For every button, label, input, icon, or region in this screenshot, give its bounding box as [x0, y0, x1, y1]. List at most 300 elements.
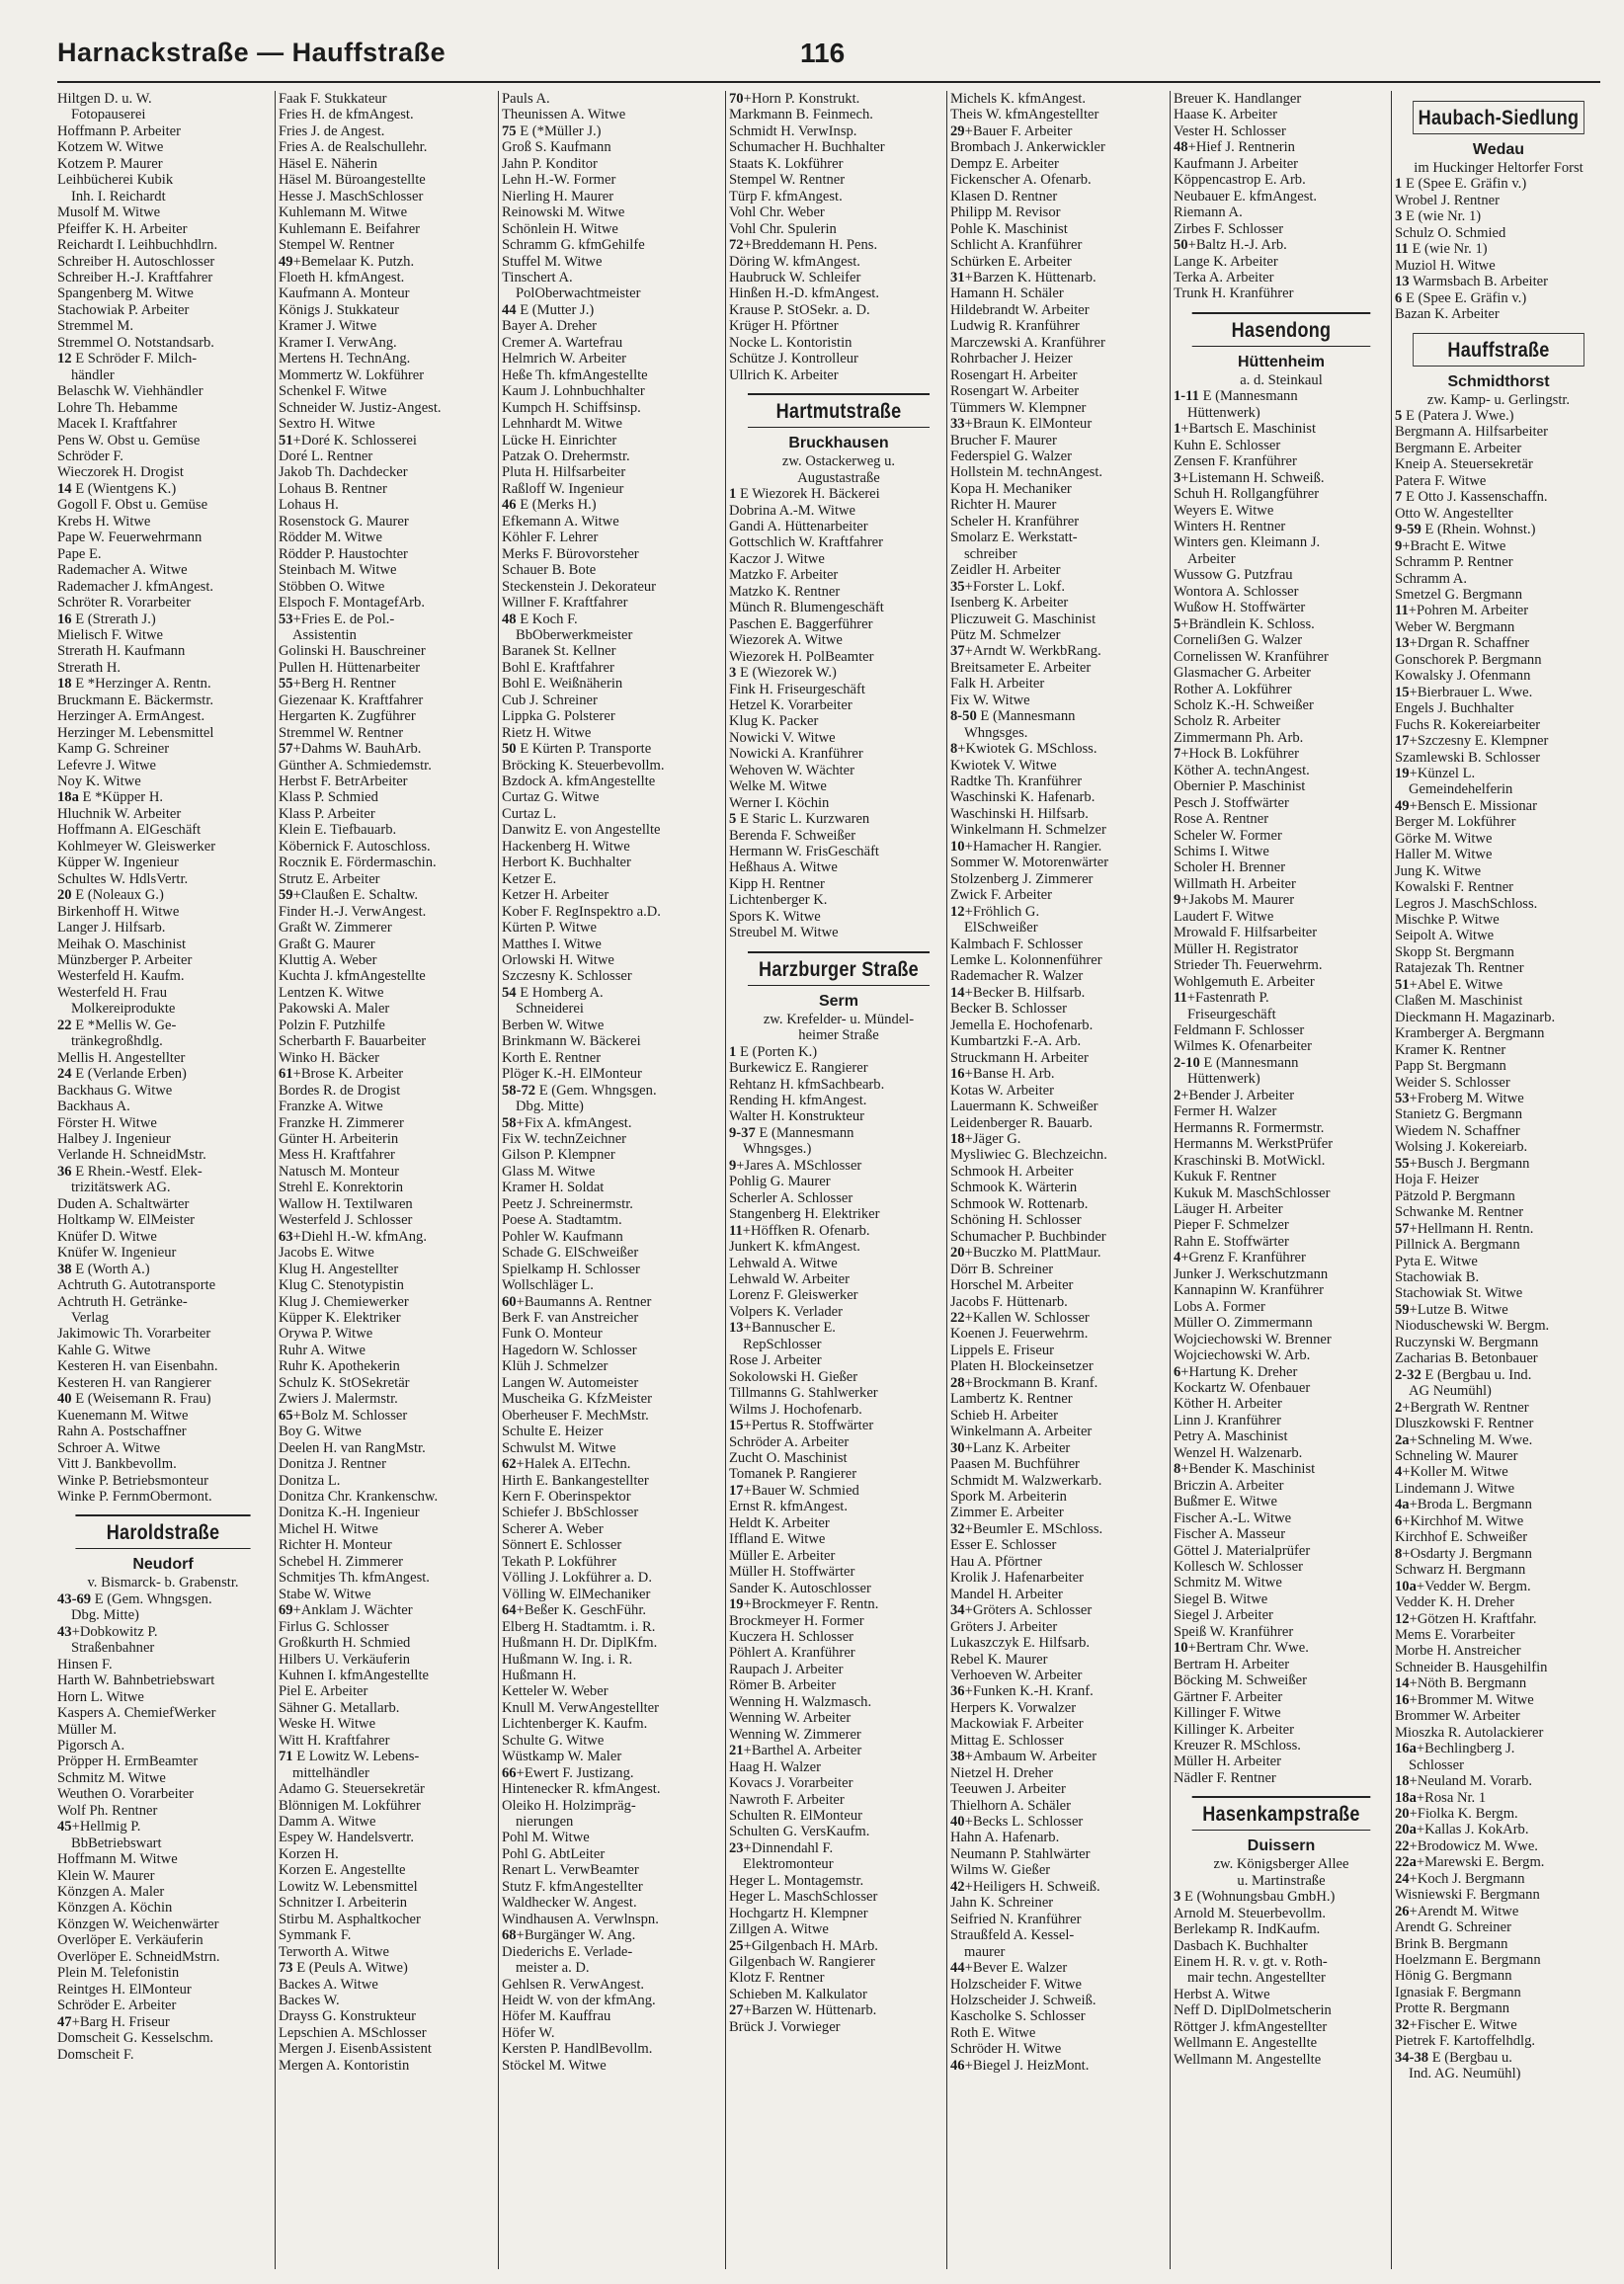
house-entry: 14+Becker B. Hilfsarb.: [950, 984, 1086, 1001]
resident-entry: Ruczynski W. Bergmann: [1395, 1334, 1539, 1350]
resident-entry: Overlöper E. Verkäuferin: [57, 1932, 203, 1949]
resident-entry: Günter H. Arbeiterin: [279, 1131, 399, 1147]
resident-entry: Thielhorn A. Schäler: [950, 1797, 1071, 1814]
resident-entry: Hintenecker R. kfmAngest.: [502, 1781, 661, 1798]
house-entry: 3 E (wie Nr. 1): [1395, 208, 1482, 225]
resident-entry: Stanietz G. Bergmann: [1395, 1106, 1523, 1123]
street-heading: Harzburger Straße: [748, 951, 930, 986]
resident-entry: AG Neumühl): [1409, 1383, 1492, 1400]
house-entry: 17+Bauer W. Schmied: [729, 1482, 859, 1499]
resident-entry: Philipp M. Revisor: [950, 204, 1061, 221]
resident-entry: Schumacher H. Buchhalter: [729, 139, 885, 156]
resident-entry: Schönlein H. Witwe: [502, 220, 618, 237]
house-entry: 6+Kirchhof M. Witwe: [1395, 1512, 1524, 1529]
street-range-note: zw. Ostackerweg u.: [781, 453, 896, 470]
resident-entry: Hollstein M. technAngest.: [950, 464, 1103, 481]
resident-entry: Dörr B. Schreiner: [950, 1261, 1054, 1277]
house-entry: 1+Bartsch E. Maschinist: [1174, 421, 1317, 438]
directory-column: [729, 91, 948, 2269]
street-heading: Hartmutstraße: [748, 393, 930, 428]
resident-entry: Höfer W.: [502, 2024, 555, 2041]
resident-entry: Mioszka R. Autolackierer: [1395, 1724, 1544, 1741]
resident-entry: Ind. AG. Neumühl): [1409, 2066, 1521, 2082]
resident-entry: Hagedorn W. Schlosser: [502, 1342, 637, 1358]
resident-entry: Kürten P. Witwe: [502, 920, 598, 937]
resident-entry: Stempel W. Rentner: [279, 237, 395, 254]
resident-entry: Dobrina A.-M. Witwe: [729, 502, 856, 519]
resident-entry: Gärtner F. Arbeiter: [1174, 1688, 1283, 1705]
resident-entry: Junkert K. kfmAngest.: [729, 1239, 860, 1256]
resident-entry: Kopa H. Mechaniker: [950, 480, 1072, 497]
resident-entry: Patzak O. Drehermstr.: [502, 448, 630, 464]
house-entry: 36 E Rhein.-Westf. Elek-: [57, 1163, 203, 1180]
resident-entry: Kramer J. Witwe: [279, 318, 377, 335]
resident-entry: Wußow H. Stoffwärter: [1174, 600, 1306, 616]
house-entry: 20+Buczko M. PlattMaur.: [950, 1245, 1101, 1262]
house-entry: 73 E (Peuls A. Witwe): [279, 1960, 408, 1977]
resident-entry: Schiefer J. BbSchlosser: [502, 1505, 639, 1521]
resident-entry: Scherer A. Weber: [502, 1520, 604, 1537]
resident-entry: Mandel H. Arbeiter: [950, 1586, 1063, 1602]
resident-entry: Kukuk M. MaschSchlosser: [1174, 1184, 1331, 1201]
resident-entry: Rahn A. Postschaffner: [57, 1424, 187, 1440]
house-entry: 15+Pertus R. Stoffwärter: [729, 1418, 874, 1434]
resident-entry: Vohl Chr. Weber: [729, 204, 825, 221]
resident-entry: Weyers E. Witwe: [1174, 502, 1274, 519]
house-entry: 8+Osdarty J. Bergmann: [1395, 1545, 1532, 1562]
resident-entry: Elberg H. Stadtamtm. i. R.: [502, 1618, 656, 1635]
house-entry: 13 Warmsbach B. Arbeiter: [1395, 274, 1548, 290]
resident-entry: Nierling H. Maurer: [502, 188, 614, 204]
resident-entry: Zwick F. Arbeiter: [950, 887, 1052, 904]
resident-entry: Dieckmann H. Magazinarb.: [1395, 1009, 1556, 1025]
resident-entry: Zeidler H. Arbeiter: [950, 562, 1061, 579]
resident-entry: Köther H. Arbeiter: [1174, 1396, 1282, 1413]
house-entry: 20+Fiolka K. Bergm.: [1395, 1805, 1518, 1822]
resident-entry: Klug J. Chemiewerker: [279, 1293, 409, 1310]
house-entry: 50 E Kürten P. Transporte: [502, 741, 652, 758]
house-entry: 51+Abel E. Witwe: [1395, 976, 1503, 993]
resident-entry: Macek I. Kraftfahrer: [57, 416, 178, 433]
resident-entry: Kluttig A. Weber: [279, 952, 377, 969]
resident-entry: Schneiderei: [516, 1001, 584, 1018]
resident-entry: Terworth A. Witwe: [279, 1943, 390, 1960]
resident-entry: Königs J. Stukkateur: [279, 301, 400, 318]
resident-entry: Lefevre J. Witwe: [57, 757, 157, 774]
resident-entry: Backhaus A.: [57, 1099, 130, 1115]
resident-entry: Römer B. Arbeiter: [729, 1677, 837, 1694]
resident-entry: Schmook W. Rottenarb.: [950, 1195, 1089, 1212]
house-entry: 16+Banse H. Arb.: [950, 1066, 1055, 1083]
resident-entry: Killinger F. Witwe: [1174, 1705, 1281, 1722]
resident-entry: Schroer A. Witwe: [57, 1439, 161, 1456]
resident-entry: Waschinski K. Hafenarb.: [950, 789, 1096, 806]
resident-entry: Göttel J. Materialprüfer: [1174, 1542, 1311, 1559]
house-entry: 43+Dobkowitz P.: [57, 1623, 158, 1640]
house-entry: 46 E (Merks H.): [502, 497, 597, 514]
resident-entry: tränkegroßhdlg.: [71, 1033, 163, 1050]
resident-entry: Klug H. Angestellter: [279, 1261, 399, 1277]
resident-entry: Weuthen O. Vorarbeiter: [57, 1786, 195, 1803]
house-entry: 2a+Schneling M. Wwe.: [1395, 1431, 1533, 1448]
house-entry: 40 E (Weisemann R. Frau): [57, 1391, 211, 1408]
house-entry: 24 E (Verlande Erben): [57, 1066, 187, 1083]
resident-entry: Breitsameter E. Arbeiter: [950, 659, 1092, 676]
resident-entry: Harth W. Bahnbetriebswart: [57, 1672, 215, 1689]
resident-entry: Backes W.: [279, 1993, 340, 2009]
house-entry: 16a+Bechlingberg J.: [1395, 1741, 1515, 1757]
district-heading: Wedau: [1472, 141, 1525, 158]
resident-entry: Sönnert E. Schlosser: [502, 1537, 622, 1554]
resident-entry: Rehtanz H. kfmSachbearb.: [729, 1076, 885, 1093]
resident-entry: Lauermann K. Schweißer: [950, 1099, 1098, 1115]
resident-entry: Wilmes K. Ofenarbeiter: [1174, 1038, 1313, 1055]
resident-entry: Stuffel M. Witwe: [502, 253, 603, 270]
resident-entry: Schürken E. Arbeiter: [950, 253, 1072, 270]
resident-entry: Wilms W. Gießer: [950, 1862, 1051, 1879]
house-entry: 11+Höffken R. Ofenarb.: [729, 1222, 870, 1239]
resident-entry: Münch R. Blumengeschäft: [729, 600, 884, 616]
resident-entry: Verlande H. SchneidMstr.: [57, 1147, 206, 1164]
resident-entry: Raßloff W. Ingenieur: [502, 480, 624, 497]
resident-entry: Mackowiak F. Arbeiter: [950, 1716, 1084, 1733]
house-entry: 22a+Marewski E. Bergm.: [1395, 1854, 1545, 1871]
resident-entry: Zensen F. Kranführer: [1174, 453, 1297, 470]
resident-entry: Gilson P. Klempner: [502, 1147, 615, 1164]
resident-entry: Spork M. Arbeiterin: [950, 1488, 1067, 1505]
house-entry: 43-69 E (Gem. Whngsgen.: [57, 1591, 212, 1607]
resident-entry: Scholz R. Arbeiter: [1174, 713, 1281, 730]
resident-entry: Kreuzer R. MSchloss.: [1174, 1737, 1301, 1754]
resident-entry: Hirth E. Bankangestellter: [502, 1472, 649, 1489]
resident-entry: Leidenberger R. Bauarb.: [950, 1114, 1093, 1131]
resident-entry: Muscheika G. KfzMeister: [502, 1391, 652, 1408]
resident-entry: Hamann H. Schäler: [950, 286, 1064, 302]
resident-entry: Schulte E. Heizer: [502, 1424, 604, 1440]
house-entry: 2-10 E (Mannesmann: [1174, 1054, 1299, 1071]
resident-entry: Helmrich W. Arbeiter: [502, 351, 627, 367]
resident-entry: Hoja F. Heizer: [1395, 1172, 1480, 1188]
street-range-note: v. Bismarck- b. Grabenstr.: [87, 1575, 239, 1591]
directory-column: [1395, 91, 1602, 2269]
resident-entry: Kovacs J. Vorarbeiter: [729, 1775, 853, 1792]
resident-entry: Struckmann H. Arbeiter: [950, 1049, 1089, 1066]
resident-entry: Glass M. Witwe: [502, 1163, 596, 1180]
district-heading: Hüttenheim: [1238, 353, 1325, 370]
resident-entry: Fischer A.-L. Witwe: [1174, 1509, 1292, 1526]
resident-entry: Herbst F. BetrArbeiter: [279, 774, 408, 790]
resident-entry: Hiltgen D. u. W.: [57, 91, 152, 107]
resident-entry: Jemella E. Hochofenarb.: [950, 1017, 1094, 1033]
resident-entry: Backhaus G. Witwe: [57, 1082, 173, 1099]
resident-entry: Klug C. Stenotypistin: [279, 1277, 404, 1294]
resident-entry: Günther A. Schmiedemstr.: [279, 757, 432, 774]
resident-entry: Noy K. Witwe: [57, 774, 141, 790]
resident-entry: Richter H. Monteur: [279, 1537, 392, 1554]
resident-entry: Lohaus B. Rentner: [279, 480, 387, 497]
resident-entry: Legros J. MaschSchloss.: [1395, 895, 1538, 912]
resident-entry: Schramm P. Rentner: [1395, 554, 1513, 571]
resident-entry: nierungen: [516, 1814, 574, 1831]
resident-entry: Herpers K. Vorwalzer: [950, 1699, 1077, 1716]
resident-entry: Herzinger M. Lebensmittel: [57, 724, 214, 741]
resident-entry: Kuchta J. kfmAngestellte: [279, 968, 426, 985]
resident-entry: PolOberwachtmeister: [516, 286, 641, 302]
resident-entry: Iffland E. Witwe: [729, 1531, 826, 1548]
resident-entry: Hilbers U. Verkäuferin: [279, 1651, 411, 1668]
resident-entry: Pätzold P. Bergmann: [1395, 1187, 1515, 1204]
resident-entry: Ruhr K. Apothekerin: [279, 1358, 400, 1375]
resident-entry: Adamo G. Steuersekretär: [279, 1781, 425, 1798]
resident-entry: Zwiers J. Malermstr.: [279, 1391, 398, 1408]
resident-entry: Lindemann J. Witwe: [1395, 1480, 1515, 1497]
resident-entry: Terka A. Arbeiter: [1174, 269, 1274, 286]
resident-entry: Obernier P. Maschinist: [1174, 778, 1306, 795]
resident-entry: Ketteler W. Weber: [502, 1683, 609, 1700]
resident-entry: Mrowald F. Hilfsarbeiter: [1174, 925, 1318, 941]
resident-entry: Lehwald W. Arbeiter: [729, 1271, 850, 1287]
resident-entry: Plöger K.-H. ElMonteur: [502, 1066, 642, 1083]
resident-entry: Patera F. Witwe: [1395, 472, 1487, 489]
house-entry: 20 E (Noleaux G.): [57, 887, 164, 904]
resident-entry: Herbort K. Buchhalter: [502, 855, 631, 871]
resident-entry: Brucher F. Maurer: [950, 432, 1057, 449]
resident-entry: Schneling W. Maurer: [1395, 1447, 1518, 1464]
resident-entry: Ignasiak F. Bergmann: [1395, 1984, 1521, 2000]
resident-entry: Tomanek P. Rangierer: [729, 1466, 857, 1483]
house-entry: 55+Busch J. Bergmann: [1395, 1155, 1530, 1172]
resident-entry: Hesse J. MaschSchlosser: [279, 188, 424, 204]
street-range-note: Augustastraße: [797, 469, 880, 486]
resident-entry: Kollesch W. Schlosser: [1174, 1558, 1303, 1575]
resident-entry: Jakob Th. Dachdecker: [279, 464, 408, 481]
resident-entry: Kraschinski B. MotWickl.: [1174, 1152, 1326, 1169]
house-entry: 70+Horn P. Konstrukt.: [729, 91, 860, 107]
resident-entry: Meihak O. Maschinist: [57, 936, 187, 952]
resident-entry: Glasmacher G. Arbeiter: [1174, 665, 1311, 682]
resident-entry: Häsel E. Näherin: [279, 155, 378, 172]
resident-entry: Siegel J. Arbeiter: [1174, 1607, 1273, 1624]
resident-entry: Steckenstein J. Dekorateur: [502, 578, 657, 595]
street-range-note: heimer Straße: [798, 1027, 879, 1044]
house-entry: 5 E (Patera J. Wwe.): [1395, 407, 1514, 424]
resident-entry: Heßhaus A. Witwe: [729, 859, 838, 876]
street-range-note: zw. Königsberger Allee: [1213, 1856, 1349, 1873]
resident-entry: Wilms J. Hochofenarb.: [729, 1401, 862, 1418]
resident-entry: Rending H. kfmAngest.: [729, 1093, 867, 1109]
resident-entry: Rademacher A. Witwe: [57, 562, 188, 579]
resident-entry: Schröter R. Vorarbeiter: [57, 595, 192, 612]
house-entry: 53+Fries E. de Pol.-: [279, 611, 395, 627]
resident-entry: Pröpper H. ErmBeamter: [57, 1754, 199, 1770]
resident-entry: Arendt G. Schreiner: [1395, 1919, 1511, 1936]
resident-entry: Stachowiak St. Witwe: [1395, 1285, 1523, 1302]
resident-entry: Köbernick F. Autoschloss.: [279, 838, 431, 855]
resident-entry: Gottschlich W. Kraftfahrer: [729, 534, 884, 551]
resident-entry: Schenkel F. Witwe: [279, 383, 387, 400]
resident-entry: Brinkmann W. Bäckerei: [502, 1033, 641, 1050]
resident-entry: Kahle G. Witwe: [57, 1342, 151, 1358]
resident-entry: Pigorsch A.: [57, 1737, 125, 1754]
resident-entry: Hußmann H.: [502, 1667, 577, 1683]
resident-entry: Verhoeven W. Arbeiter: [950, 1667, 1083, 1683]
resident-entry: Kumbartzki F.-A. Arb.: [950, 1033, 1082, 1050]
resident-entry: Kaufmann J. Arbeiter: [1174, 155, 1299, 172]
resident-entry: Halbey J. Ingenieur: [57, 1131, 171, 1147]
house-entry: 35+Forster L. Lokf.: [950, 578, 1066, 595]
resident-entry: Esser E. Schlosser: [950, 1537, 1057, 1554]
resident-entry: schreiber: [964, 545, 1017, 562]
resident-entry: Schims I. Witwe: [1174, 844, 1269, 860]
resident-entry: Mergen A. Kontoristin: [279, 2057, 410, 2074]
resident-entry: Knüfer W. Ingenieur: [57, 1245, 177, 1262]
resident-entry: Lippka G. Polsterer: [502, 708, 615, 725]
resident-entry: Wieczorek H. Drogist: [57, 464, 184, 481]
house-entry: 9+Bracht E. Witwe: [1395, 537, 1506, 554]
resident-entry: Merks F. Bürovorsteher: [502, 545, 639, 562]
resident-entry: Kaczor J. Witwe: [729, 550, 825, 567]
resident-entry: Schwarz H. Bergmann: [1395, 1562, 1526, 1579]
resident-entry: Lorenz F. Gleiswerker: [729, 1287, 858, 1304]
resident-entry: Wohlgemuth E. Arbeiter: [1174, 973, 1315, 990]
house-entry: 16+Brommer M. Witwe: [1395, 1691, 1534, 1708]
resident-entry: Scheler W. Former: [1174, 827, 1282, 844]
resident-entry: Koenen J. Feuerwehrm.: [950, 1326, 1089, 1343]
house-entry: 8+Kwiotek G. MSchloss.: [950, 741, 1097, 758]
house-entry: 66+Ewert F. Justizang.: [502, 1764, 634, 1781]
resident-entry: Domscheit G. Kesselschm.: [57, 2030, 214, 2047]
resident-entry: Fuchs R. Kokereiarbeiter: [1395, 716, 1541, 733]
resident-entry: Mysliwiec G. Blechzeichn.: [950, 1147, 1107, 1164]
resident-entry: Welke M. Witwe: [729, 778, 827, 795]
resident-entry: Tümmers W. Klempner: [950, 399, 1087, 416]
resident-entry: Rose J. Arbeiter: [729, 1352, 822, 1369]
resident-entry: Großkurth H. Schmied: [279, 1635, 411, 1652]
resident-entry: Schmitz M. Witwe: [57, 1769, 166, 1786]
resident-entry: Scherbarth F. Bauarbeiter: [279, 1033, 427, 1050]
resident-entry: Sähner G. Metallarb.: [279, 1699, 400, 1716]
resident-entry: Baranek St. Kellner: [502, 643, 616, 660]
resident-entry: Kascholke S. Schlosser: [950, 2008, 1086, 2025]
house-entry: 26+Arendt M. Witwe: [1395, 1903, 1519, 1919]
resident-entry: Müller E. Arbeiter: [729, 1547, 836, 1564]
resident-entry: Rödder P. Haustochter: [279, 545, 408, 562]
resident-entry: Danwitz E. von Angestellte: [502, 822, 661, 839]
house-entry: 48 E Koch F.: [502, 611, 578, 627]
street-range-note: zw. Kamp- u. Gerlingstr.: [1426, 391, 1571, 408]
house-entry: 6+Hartung K. Dreher: [1174, 1363, 1298, 1380]
resident-entry: Winko H. Bäcker: [279, 1049, 379, 1066]
resident-entry: Hochgartz H. Klempner: [729, 1905, 868, 1921]
resident-entry: Heldt K. Arbeiter: [729, 1514, 830, 1531]
resident-entry: Korzen H.: [279, 1845, 339, 1862]
house-entry: 63+Diehl H.-W. kfmAng.: [279, 1228, 427, 1245]
resident-entry: Pape E.: [57, 545, 102, 562]
resident-entry: Pluta H. Hilfsarbeiter: [502, 464, 626, 481]
resident-entry: Haller M. Witwe: [1395, 847, 1493, 863]
resident-entry: Klüh J. Schmelzer: [502, 1358, 609, 1375]
resident-entry: Türp F. kfmAngest.: [729, 188, 843, 204]
resident-entry: Windhausen A. Verwlnspn.: [502, 1911, 659, 1927]
resident-entry: Lichtenberger K.: [729, 892, 828, 909]
resident-entry: Krause P. StOSekr. a. D.: [729, 301, 870, 318]
resident-entry: Kalmbach F. Schlosser: [950, 936, 1083, 952]
resident-entry: Ketzer E.: [502, 870, 557, 887]
resident-entry: Hermanns R. Formermstr.: [1174, 1119, 1325, 1136]
resident-entry: Kuhn E. Schlosser: [1174, 437, 1281, 453]
resident-entry: Dempz E. Arbeiter: [950, 155, 1059, 172]
resident-entry: Weider S. Schlosser: [1395, 1074, 1510, 1091]
resident-entry: Schulz K. StOSekretär: [279, 1374, 410, 1391]
resident-entry: Heger L. Montagemstr.: [729, 1872, 864, 1889]
house-entry: 37+Arndt W. WerkbRang.: [950, 643, 1101, 660]
resident-entry: Wolsing J. Kokereiarb.: [1395, 1139, 1528, 1156]
resident-entry: Franzke A. Witwe: [279, 1099, 383, 1115]
column-divider: [725, 91, 726, 2269]
resident-entry: Rose A. Rentner: [1174, 811, 1269, 828]
resident-entry: Heidt W. von der kfmAng.: [502, 1993, 656, 2009]
resident-entry: Polzin F. Putzhilfe: [279, 1017, 385, 1033]
resident-entry: Schultes W. HdlsVertr.: [57, 870, 189, 887]
resident-entry: Stremmel M.: [57, 318, 134, 335]
resident-entry: Kohlmeyer W. Gleiswerker: [57, 838, 216, 855]
resident-entry: Zucht O. Maschinist: [729, 1449, 848, 1466]
street-range-note: a. d. Steinkaul: [1240, 371, 1323, 388]
resident-entry: Kramer K. Rentner: [1395, 1041, 1506, 1058]
resident-entry: Gonschorek P. Bergmann: [1395, 651, 1542, 668]
resident-entry: Reinowski M. Witwe: [502, 204, 625, 221]
resident-entry: Jacobs F. Hüttenarb.: [950, 1293, 1068, 1310]
resident-entry: Szamlewski B. Schlosser: [1395, 749, 1541, 766]
resident-entry: Volpers K. Verlader: [729, 1303, 843, 1320]
resident-entry: Stöckel M. Witwe: [502, 2057, 607, 2074]
resident-entry: Willner F. Kraftfahrer: [502, 595, 628, 612]
resident-entry: Neff D. DiplDolmetscherin: [1174, 2002, 1332, 2019]
resident-entry: Kaspers A. ChemiefWerker: [57, 1705, 216, 1722]
resident-entry: Kotas W. Arbeiter: [950, 1082, 1054, 1099]
resident-entry: Hoelzmann E. Bergmann: [1395, 1952, 1541, 1969]
resident-entry: Stachowiak P. Arbeiter: [57, 301, 190, 318]
resident-entry: Papp St. Bergmann: [1395, 1058, 1506, 1075]
resident-entry: Ratajezak Th. Rentner: [1395, 960, 1524, 977]
street-heading: Haubach-Siedlung: [1413, 101, 1584, 134]
house-entry: 64+Beßer K. GeschFühr.: [502, 1602, 647, 1619]
house-entry: 1 E Wiezorek H. Bäckerei: [729, 486, 880, 503]
resident-entry: Stöbben O. Witwe: [279, 578, 385, 595]
resident-entry: Pyta E. Witwe: [1395, 1253, 1478, 1269]
house-entry: 14 E (Wientgens K.): [57, 480, 177, 497]
resident-entry: Kuenemann M. Witwe: [57, 1407, 189, 1424]
resident-entry: Müller H. Stoffwärter: [729, 1564, 855, 1581]
house-entry: 13+Bannuscher E.: [729, 1320, 836, 1337]
resident-entry: Schlicht A. Kranführer: [950, 237, 1083, 254]
resident-entry: Schulten R. ElMonteur: [729, 1807, 862, 1824]
resident-entry: Jahn P. Konditor: [502, 155, 598, 172]
resident-entry: meister a. D.: [516, 1960, 590, 1977]
resident-entry: Rosengart H. Arbeiter: [950, 367, 1078, 383]
resident-entry: Schreiber H. Autoschlosser: [57, 253, 215, 270]
resident-entry: Nioduschewski W. Bergm.: [1395, 1318, 1550, 1335]
resident-entry: Michel H. Witwe: [279, 1520, 378, 1537]
resident-entry: Hinßen H.-D. kfmAngest.: [729, 286, 879, 302]
house-entry: 3 E (Wiezorek W.): [729, 665, 837, 682]
resident-entry: Kirchhof E. Schweißer: [1395, 1529, 1528, 1546]
resident-entry: Klotz F. Rentner: [729, 1970, 825, 1987]
resident-entry: Pfeiffer K. H. Arbeiter: [57, 220, 188, 237]
resident-entry: Protte R. Bergmann: [1395, 2000, 1510, 2017]
resident-entry: Hildebrandt W. Arbeiter: [950, 301, 1090, 318]
resident-entry: Boy G. Witwe: [279, 1424, 362, 1440]
